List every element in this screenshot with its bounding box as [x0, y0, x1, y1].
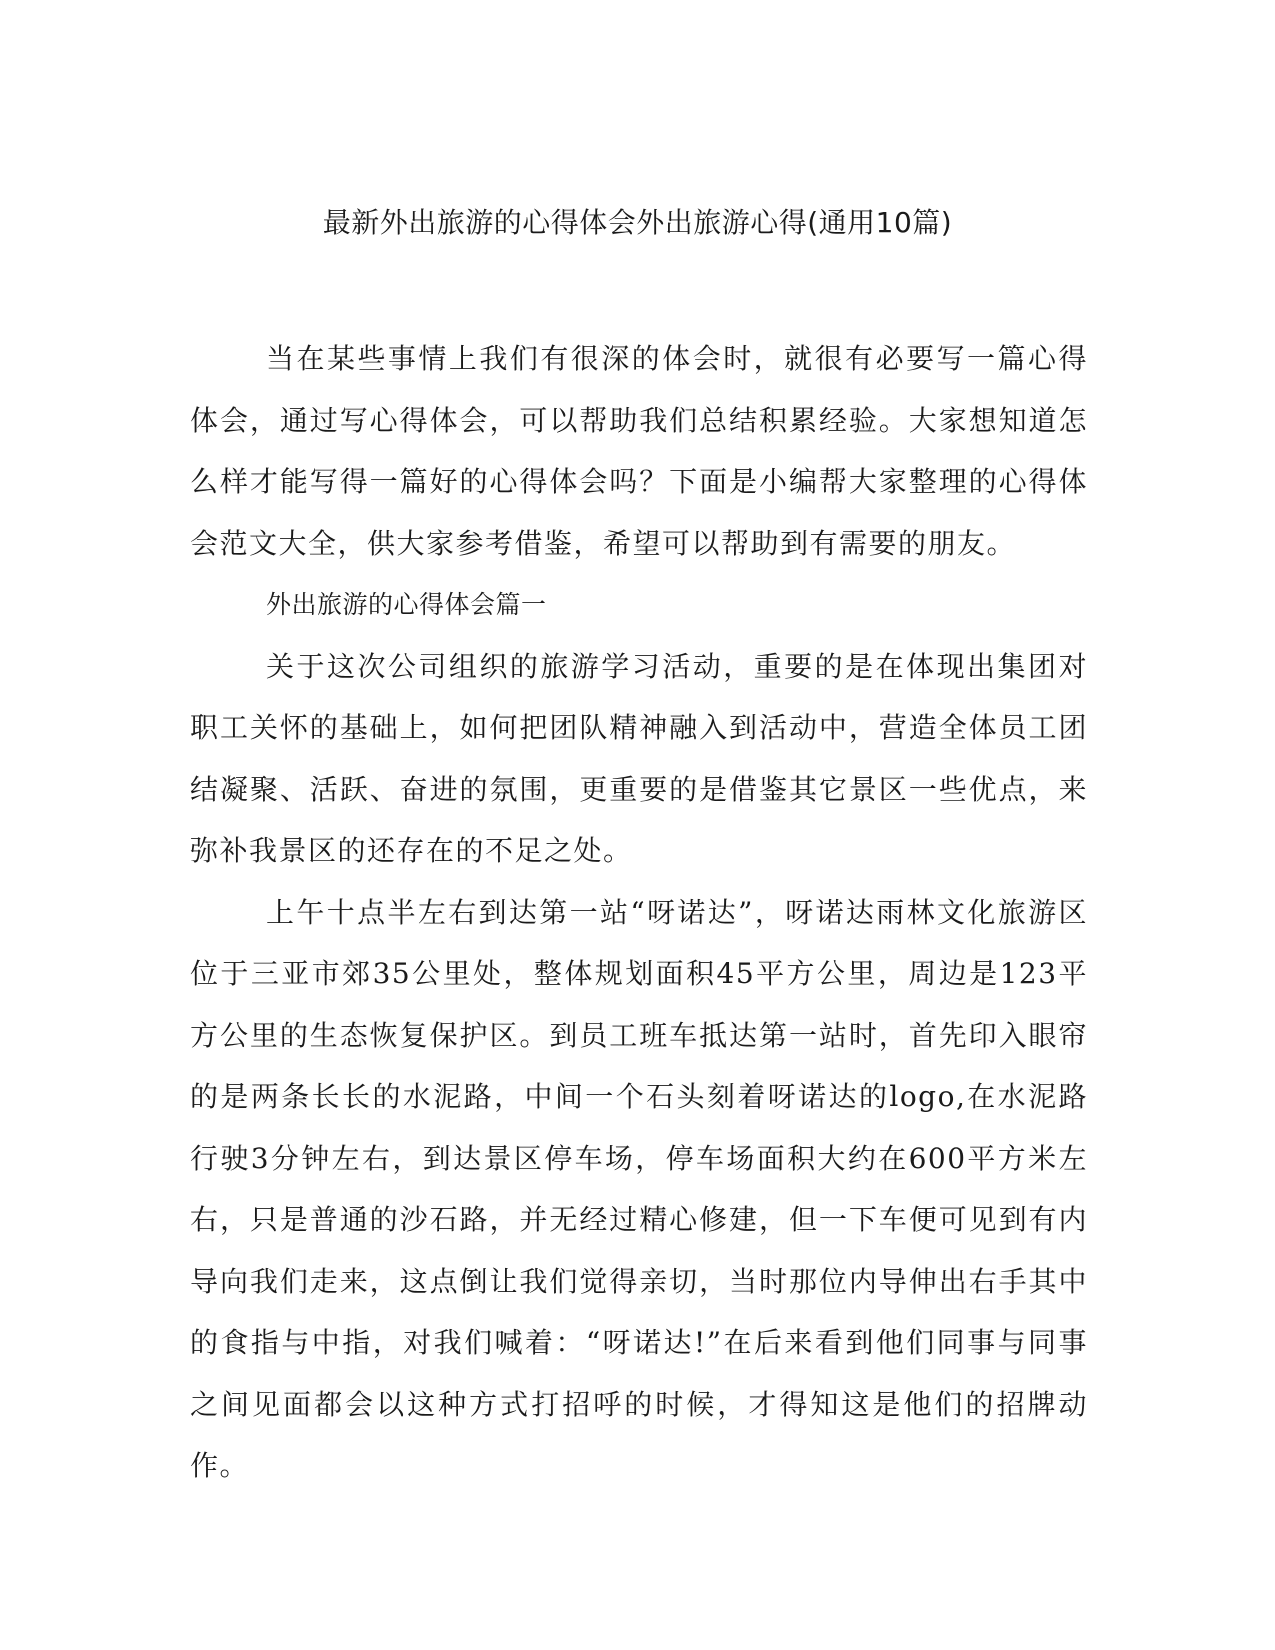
document-body — [190, 328, 1088, 1497]
body-paragraph: 上午十点半左右到达第一站“呀诺达”，呀诺达雨林文化旅游区位于三亚市郊35公里处，整体规划面积45平方公里，周边是123平方公里的生态恢复保护区。到员工班车抵达第一站时，首先印入眼帘的是两条长长的水泥路，中间一个石头刻着呀诺达的logo,在水泥路行驶3分钟左右，到达景区停车场，停车场面积大约在600平方米左右，只是普通的沙石路，并无经过精心修建，但一下车便可见到有内导向我们走来，这点倒让我们觉得亲切，当时那位内导伸出右手其中的食指与中指，对我们喊着：“呀诺达!”在后来看到他们同事与同事之间见面都会以这种方式打招呼的时候，才得知这是他们的招牌动作。 — [190, 895, 1088, 1482]
body-paragraph: 关于这次公司组织的旅游学习活动，重要的是在体现出集团对职工关怀的基础上，如何把团队精神融入到活动中，营造全体员工团结凝聚、活跃、奋进的氛围，更重要的是借鉴其它景区一些优点，来弥补我景区的还存在的不足之处。 — [190, 649, 1088, 867]
section-heading: 外出旅游的心得体会篇一 — [266, 590, 547, 619]
document-title: 最新外出旅游的心得体会外出旅游心得(通用10篇) — [322, 206, 953, 239]
intro-paragraph: 当在某些事情上我们有很深的体会时，就很有必要写一篇心得体会，通过写心得体会，可以帮助我们总结积累经验。大家想知道怎么样才能写得一篇好的心得体会吗？下面是小编帮大家整理的心得体会范文大全，供大家参考借鉴，希望可以帮助到有需要的朋友。 — [190, 342, 1088, 560]
